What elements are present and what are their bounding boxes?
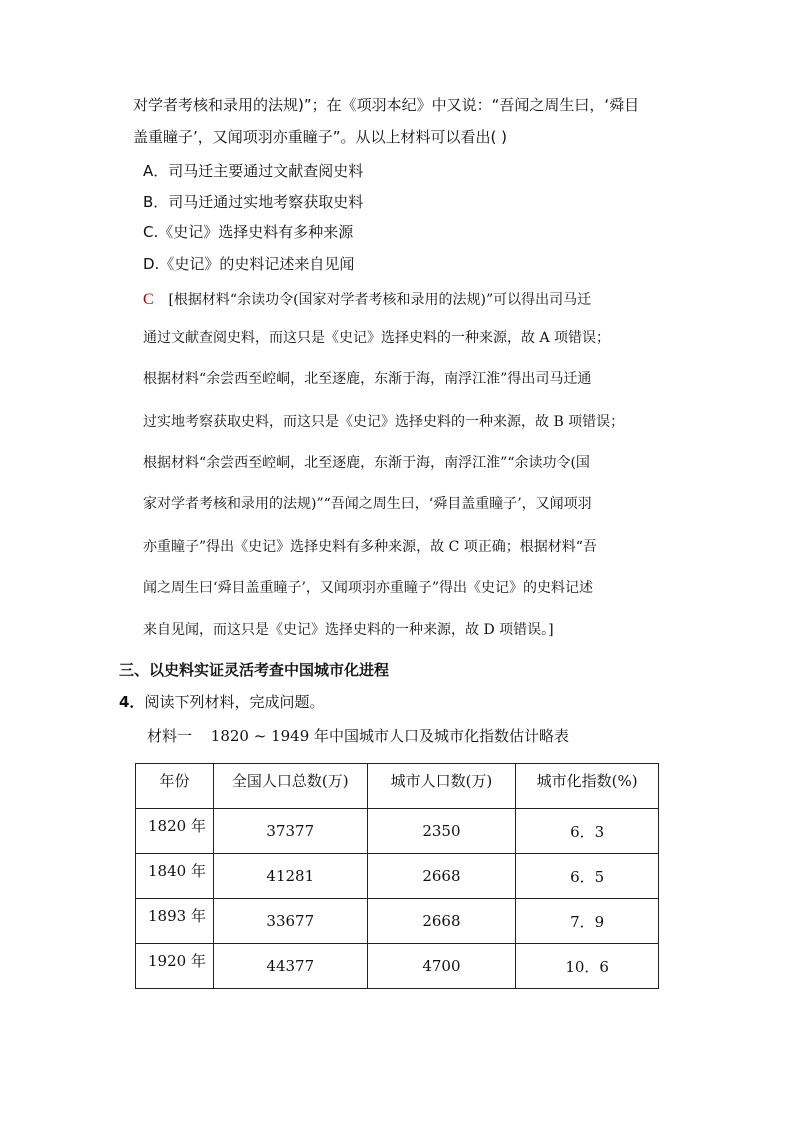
cell-urban-population: 2668 <box>367 854 516 899</box>
cell-urbanization-index: 6．5 <box>516 854 659 899</box>
option-a: A．司马迁主要通过文献查阅史料 <box>143 162 364 180</box>
answer-letter: C <box>143 291 154 308</box>
answer-line-4: 根据材料“余尝西至崆峒，北至逐鹿，东渐于海，南浮江淮”“余读功令(国 <box>143 455 590 471</box>
cell-year: 1893 年 <box>136 899 214 944</box>
header-total-population: 全国人口总数(万) <box>213 764 367 809</box>
answer-explanation-start: [根据材料“余读功令(国家对学者考核和录用的法规)”可以得出司马迁 <box>168 292 592 308</box>
cell-urban-population: 2668 <box>367 899 516 944</box>
cell-total-population: 44377 <box>213 944 367 989</box>
intro-line-1: 对学者考核和录用的法规)”；在《项羽本纪》中又说：“吾闻之周生曰，‘舜目 <box>133 96 640 114</box>
urbanization-table <box>135 763 659 989</box>
answer-line-5: 家对学者考核和录用的法规)”“吾闻之周生曰，‘舜目盖重瞳子’，又闻项羽 <box>143 496 592 512</box>
cell-year: 1920 年 <box>136 944 214 989</box>
intro-line-2: 盖重瞳子’，又闻项羽亦重瞳子”。从以上材料可以看出( ) <box>133 128 508 146</box>
option-c: C.《史记》选择史料有多种来源 <box>143 223 354 241</box>
answer-line-6: 亦重瞳子”得出《史记》选择史料有多种来源，故 C 项正确；根据材料“吾 <box>143 539 597 555</box>
material-label <box>147 726 569 746</box>
cell-urban-population: 4700 <box>367 944 516 989</box>
cell-total-population: 33677 <box>213 899 367 944</box>
answer-line-2: 根据材料“余尝西至崆峒，北至逐鹿，东渐于海，南浮江淮”得出司马迁通 <box>143 371 592 387</box>
header-year: 年份 <box>136 764 214 809</box>
table-row <box>136 899 659 944</box>
table-row <box>136 809 659 854</box>
question-4 <box>119 692 324 712</box>
section-heading: 三、以史料实证灵活考查中国城市化进程 <box>119 661 390 679</box>
answer-line-3: 过实地考察获取史料，而这只是《史记》选择史料的一种来源，故 B 项错误； <box>143 414 625 430</box>
cell-total-population: 41281 <box>213 854 367 899</box>
cell-urbanization-index: 7．9 <box>516 899 659 944</box>
option-b: B．司马迁通过实地考察获取史料 <box>143 193 364 211</box>
cell-total-population: 37377 <box>213 809 367 854</box>
answer-first-line <box>143 289 591 310</box>
table-row <box>136 944 659 989</box>
answer-line-8: 来自见闻，而这只是《史记》选择史料的一种来源，故 D 项错误。] <box>143 622 554 638</box>
cell-year: 1820 年 <box>136 809 214 854</box>
material-name: 材料一 <box>147 727 193 745</box>
answer-line-1: 通过文献查阅史料，而这只是《史记》选择史料的一种来源，故 A 项错误； <box>143 330 611 346</box>
table-row <box>136 854 659 899</box>
material-title: 1820 ~ 1949 年中国城市人口及城市化指数估计略表 <box>210 727 570 745</box>
cell-urbanization-index: 6．3 <box>516 809 659 854</box>
header-urbanization-index: 城市化指数(%) <box>516 764 659 809</box>
cell-urban-population: 2350 <box>367 809 516 854</box>
cell-urbanization-index: 10．6 <box>516 944 659 989</box>
option-d: D.《史记》的史料记述来自见闻 <box>143 255 355 273</box>
cell-year: 1840 年 <box>136 854 214 899</box>
answer-line-7: 闻之周生曰‘舜目盖重瞳子’，又闻项羽亦重瞳子”得出《史记》的史料记述 <box>143 580 594 596</box>
question-text: 阅读下列材料，完成问题。 <box>144 693 325 711</box>
table-header-row <box>136 764 659 809</box>
header-urban-population: 城市人口数(万) <box>367 764 516 809</box>
question-number: 4． <box>119 693 145 711</box>
